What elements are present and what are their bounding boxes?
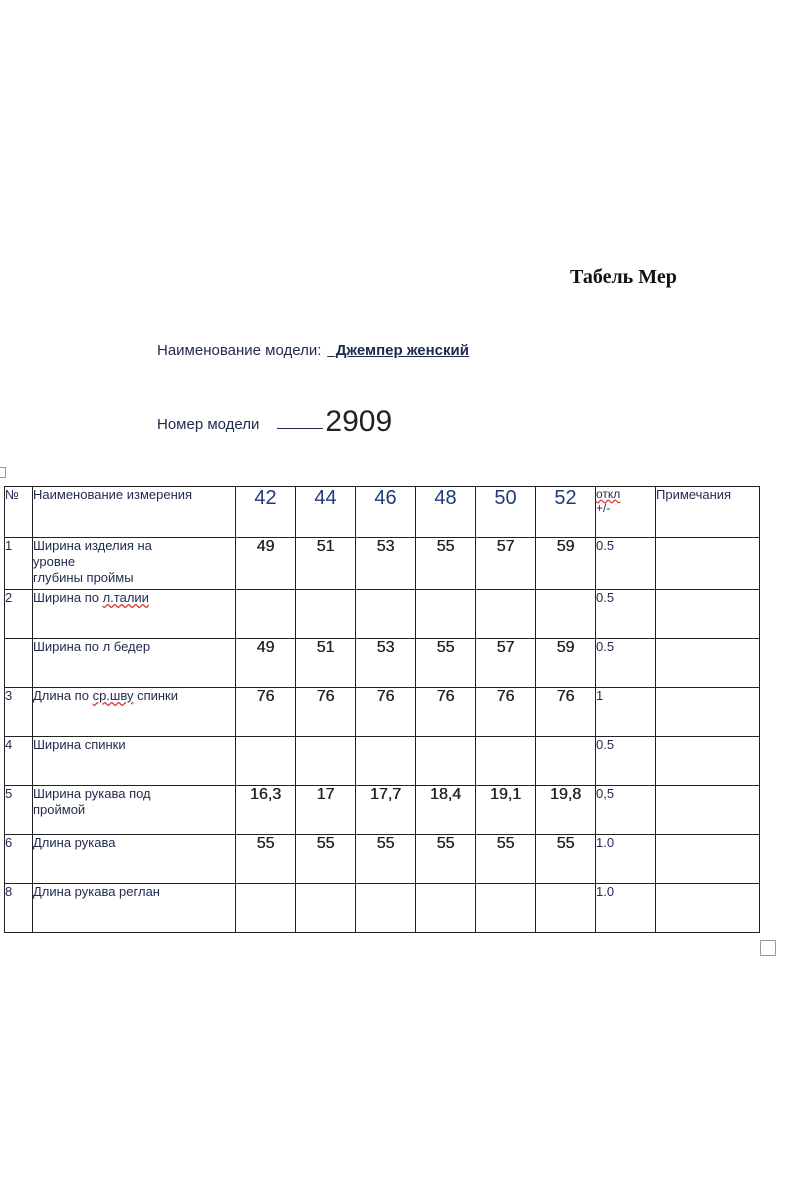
row-notes [656,639,760,688]
row-value [296,737,356,786]
row-value [236,884,296,933]
row-value: 76 [536,688,596,737]
row-value: 59 [536,639,596,688]
row-value [536,884,596,933]
header-number: № [5,487,33,538]
measurements-table [4,486,760,933]
row-tolerance: 0,5 [596,786,656,835]
row-notes [656,835,760,884]
row-value [236,590,296,639]
row-value: 76 [356,688,416,737]
table-row [5,835,760,884]
row-value [356,590,416,639]
row-value: 55 [416,639,476,688]
header-tolerance-word: откл [596,487,621,501]
row-value: 55 [296,835,356,884]
header-size: 46 [356,487,416,538]
row-tolerance: 0.5 [596,639,656,688]
row-value [416,884,476,933]
row-notes [656,590,760,639]
row-value: 55 [536,835,596,884]
table-row [5,538,760,590]
row-value: 76 [476,688,536,737]
row-value: 76 [416,688,476,737]
row-measurement-name [33,688,236,737]
row-value: 53 [356,538,416,590]
row-tolerance: 0.5 [596,737,656,786]
row-value: 59 [536,538,596,590]
table-row [5,786,760,835]
header-tolerance-sign: +/- [596,501,611,515]
header-size: 50 [476,487,536,538]
row-value [476,590,536,639]
table-row [5,688,760,737]
row-value: 76 [236,688,296,737]
row-measurement-name [33,590,236,639]
table-end-marker-icon [760,940,776,956]
page-title: Табель Мер [570,266,677,288]
row-value: 55 [476,835,536,884]
row-value: 18,4 [416,786,476,835]
model-name-line [157,342,469,359]
row-measurement-name [33,538,236,590]
row-value: 57 [476,538,536,590]
row-number: 3 [5,688,33,737]
row-value: 16,3 [236,786,296,835]
header-size: 48 [416,487,476,538]
model-number-line [157,405,392,439]
row-value: 17,7 [356,786,416,835]
row-number: 1 [5,538,33,590]
row-name-part: ср.шву [92,688,134,703]
row-number: 8 [5,884,33,933]
row-number: 6 [5,835,33,884]
header-measurement-name: Наименование измерения [33,487,236,538]
header-size: 42 [236,487,296,538]
row-tolerance: 0.5 [596,590,656,639]
row-measurement-name: Длина рукава реглан [33,884,236,933]
row-value [476,737,536,786]
row-value: 55 [356,835,416,884]
model-number-label: Номер модели [157,416,260,433]
row-value [356,737,416,786]
row-value: 17 [296,786,356,835]
row-value: 55 [416,538,476,590]
table-row [5,590,760,639]
row-number: 5 [5,786,33,835]
header-size: 44 [296,487,356,538]
row-notes [656,688,760,737]
table-row [5,737,760,786]
row-name-line: глубины проймы [33,570,134,585]
row-tolerance: 1.0 [596,884,656,933]
table-row [5,884,760,933]
table-header-row [5,487,760,538]
model-name-value: _Джемпер женский [327,342,469,359]
row-value [416,590,476,639]
row-name-line: уровне [33,554,76,569]
row-value [416,737,476,786]
table-anchor-icon [0,467,6,478]
row-name-line: проймой [33,802,86,817]
row-value [536,590,596,639]
header-size: 52 [536,487,596,538]
row-value: 57 [476,639,536,688]
row-notes [656,737,760,786]
row-value: 55 [416,835,476,884]
row-name-line: Ширина изделия на [33,538,152,553]
row-notes [656,538,760,590]
row-value [236,737,296,786]
row-measurement-name: Ширина спинки [33,737,236,786]
row-measurement-name: Ширина по л бедер [33,639,236,688]
row-notes [656,786,760,835]
row-value: 51 [296,639,356,688]
row-value [536,737,596,786]
header-tolerance [596,487,656,538]
row-number: 2 [5,590,33,639]
row-value: 55 [236,835,296,884]
row-name-part: л.талии [102,590,149,605]
row-value: 49 [236,538,296,590]
table-row [5,639,760,688]
row-value [296,884,356,933]
row-value [356,884,416,933]
row-notes [656,884,760,933]
row-name-part: Длина по [33,688,93,703]
model-number-underline [277,414,323,429]
row-name-line: Ширина рукава под [33,786,151,801]
row-value: 76 [296,688,356,737]
row-name-part: Ширина по [33,590,103,605]
row-value: 19,8 [536,786,596,835]
row-number [5,639,33,688]
row-tolerance: 1.0 [596,835,656,884]
row-value: 19,1 [476,786,536,835]
model-number-value: 2909 [325,405,393,438]
row-value: 51 [296,538,356,590]
row-value: 49 [236,639,296,688]
header-notes: Примечания [656,487,760,538]
model-name-label: Наименование модели: [157,342,322,359]
row-name-part: спинки [133,688,179,703]
row-tolerance: 0.5 [596,538,656,590]
row-value: 53 [356,639,416,688]
row-measurement-name [33,786,236,835]
row-number: 4 [5,737,33,786]
row-tolerance: 1 [596,688,656,737]
row-measurement-name: Длина рукава [33,835,236,884]
row-value [296,590,356,639]
row-value [476,884,536,933]
